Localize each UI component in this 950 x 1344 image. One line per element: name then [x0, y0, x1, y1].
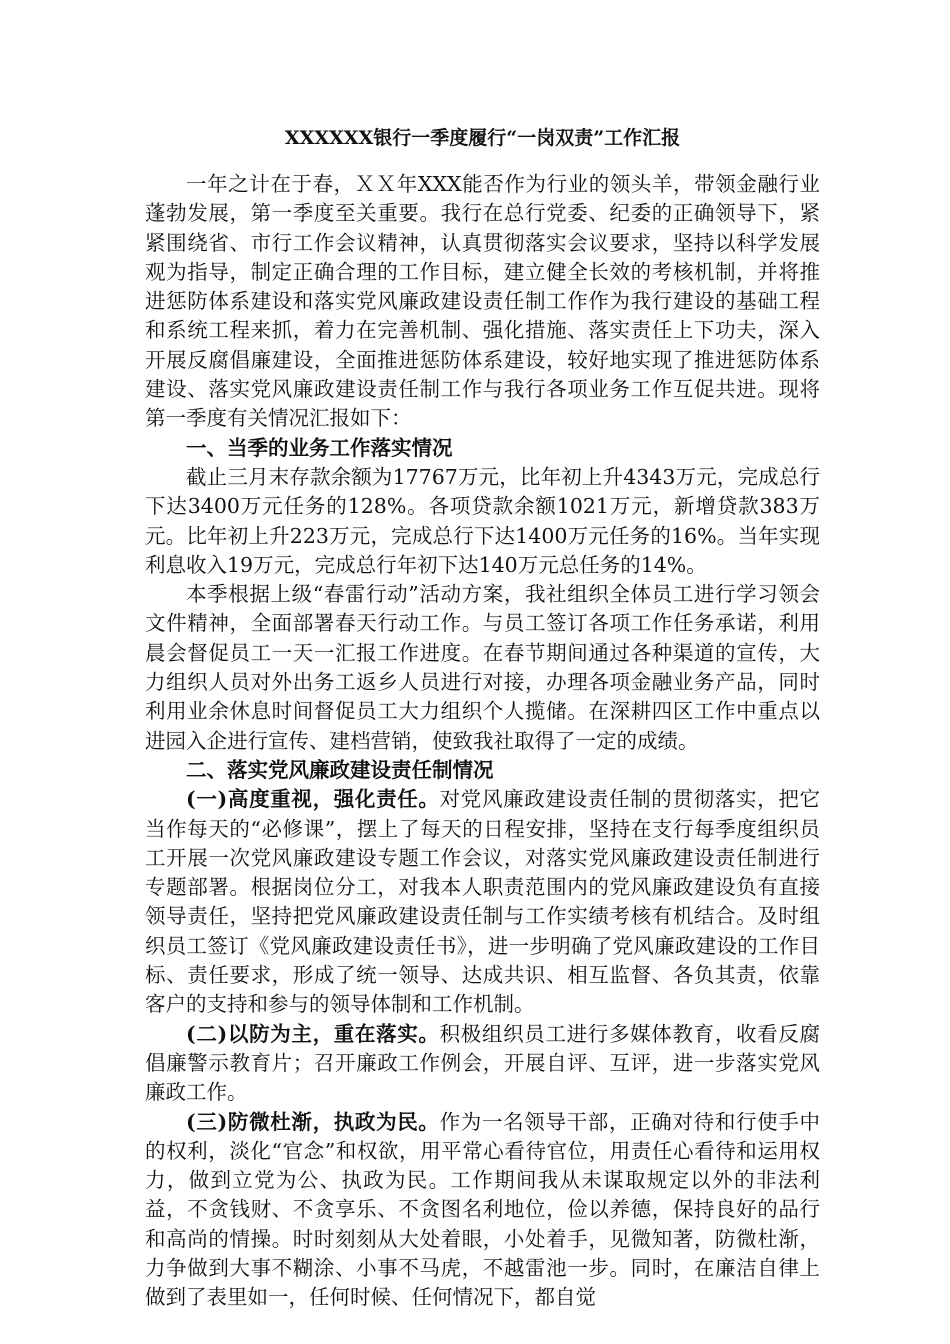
section-2-item-2 [145, 1020, 820, 1108]
section-2-item-2-lead: (二)以防为主，重在落实。 [186, 1021, 440, 1046]
section-2-item-1-lead: (一)高度重视，强化责任。 [186, 787, 440, 812]
section-2-item-3-lead: (三)防微杜渐，执政为民。 [186, 1109, 440, 1134]
section-2-item-1-body: 对党风廉政建设责任制的贯彻落实，把它当作每天的“必修课”，摆上了每天的日程安排，坚持在支行每季度组织员工开展一次党风廉政建设专题工作会议，对落实党风廉政建设责任制进行专题部署。根据岗位分工，对我本人职责范围内的党风廉政建设负有直接领导责任，坚持把党风廉政建设责任制与工作实绩考核有机结合。及时组织员工签订《党风廉政建设责任书》，进一步明确了党风廉政建设的工作目标、责任要求，形成了统一领导、达成共识、相互监督、各负其责，依靠客户的支持和参与的领导体制和工作机制。 [145, 787, 820, 1017]
section-2-item-3 [145, 1108, 820, 1313]
section-1-paragraph-1: 截止三月末存款余额为17767万元，比年初上升4343万元，完成总行下达3400万元任务的128%。各项贷款余额1021万元，新增贷款383万元。比年初上升223万元，完成总行下达1400万元任务的16%。当年实现利息收入19万元，完成总行年初下达140万元总任务的14%。 [145, 464, 820, 577]
document-title: XXXXXX银行一季度履行“一岗双责”工作汇报 [284, 127, 681, 149]
intro-paragraph: 一年之计在于春，ＸＸ年XXX能否作为行业的领头羊，带领金融行业蓬勃发展，第一季度至关重要。我行在总行党委、纪委的正确领导下，紧紧围绕省、市行工作会议精神，认真贯彻落实会议要求，坚持以科学发展观为指导，制定正确合理的工作目标，建立健全长效的考核机制，并将推进惩防体系建设和落实党风廉政建设责任制工作作为我行建设的基础工程和系统工程来抓，着力在完善机制、强化措施、落实责任上下功夫，深入开展反腐倡廉建设，全面推进惩防体系建设，较好地实现了推进惩防体系建设、落实党风廉政建设责任制工作与我行各项业务工作互促共进。现将第一季度有关情况汇报如下： [145, 172, 820, 431]
section-2-item-2-body: 积极组织员工进行多媒体教育，收看反腐倡廉警示教育片；召开廉政工作例会，开展自评、互评，进一步落实党风廉政工作。 [145, 1021, 820, 1105]
document-page [145, 124, 820, 1313]
section-1-paragraph-2: 本季根据上级“春雷行动”活动方案，我社组织全体员工进行学习领会文件精神，全面部署春天行动工作。与员工签订各项工作任务承诺，利用晨会督促员工一天一汇报工作进度。在春节期间通过各种渠道的宣传，大力组织人员对外出务工返乡人员进行对接，办理各项金融业务产品，同时利用业余休息时间督促员工大力组织个人揽储。在深耕四区工作中重点以进园入企进行宣传、建档营销，使致我社取得了一定的成绩。 [145, 582, 820, 753]
section-1-heading: 一、当季的业务工作落实情况 [186, 435, 453, 460]
section-2-item-1 [145, 785, 820, 1019]
section-2-item-3-body: 作为一名领导干部，正确对待和行使手中的权利，淡化“官念”和权欲，用平常心看待官位，用责任心看待和运用权力，做到立党为公、执政为民。工作期间我从未谋取规定以外的非法利益，不贪钱财、不贪享乐、不贪图名利地位，俭以养德，保持良好的品行和高尚的情操。时时刻刻从大处着眼，小处着手，见微知著，防微杜渐，力争做到大事不糊涂、小事不马虎，不越雷池一步。同时，在廉洁自律上做到了表里如一，任何时候、任何情况下，都自觉 [145, 1109, 820, 1310]
section-2-heading: 二、落实党风廉政建设责任制情况 [186, 757, 494, 782]
